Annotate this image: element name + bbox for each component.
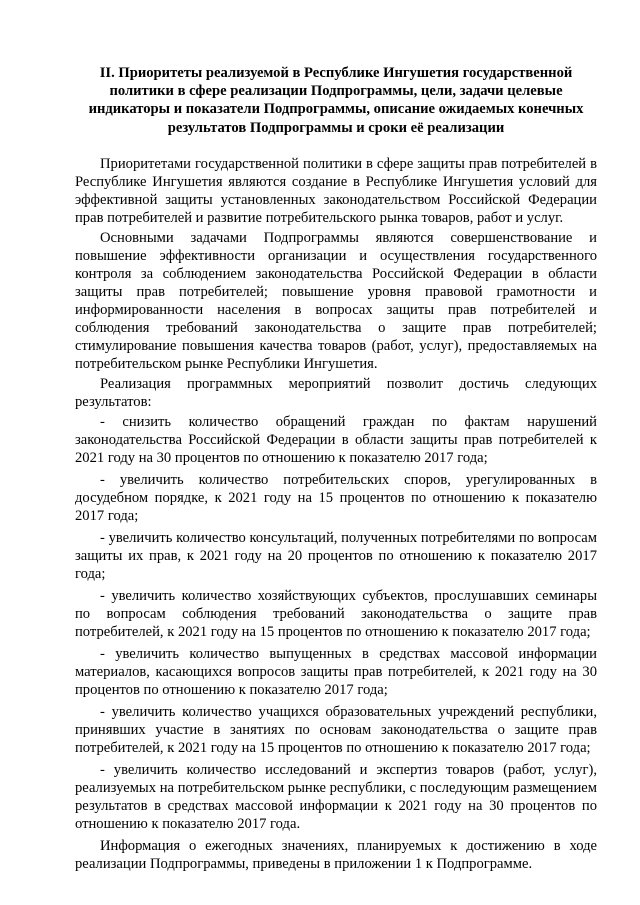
heading-line: политики в сфере реализации Подпрограммы, цели, задачи целевые — [109, 83, 563, 100]
heading-line: результатов Подпрограммы и сроки её реализации — [167, 119, 505, 136]
heading-line: II. Приоритеты реализуемой в Республике Ингушетия государственной — [99, 65, 573, 81]
list-item: - снизить количество обращений граждан по фактам нарушений законодательства Российской Федерации в области защиты прав потребителей к 2021 году на 30 процентов по отношению к показателю 2017 года; — [75, 413, 597, 466]
list-item: - увеличить количество учащихся образовательных учреждений республики, принявших участие в занятиях по основам законодательства о защите прав потребителей, к 2021 году на 15 процентов по отношению к показателю 2017 года; — [75, 703, 597, 756]
section-heading — [75, 64, 597, 137]
list-item: - увеличить количество исследований и экспертиз товаров (работ, услуг), реализуемых на потребительском рынке республики, с последующим размещением результатов в средствах массовой информации к 2021 году на 30 процентов по отношению к показателю 2017 года. — [75, 761, 597, 832]
results-intro-paragraph: Реализация программных мероприятий позволит достичь следующих результатов: — [75, 375, 597, 410]
list-item: - увеличить количество выпущенных в средствах массовой информации материалов, касающихся вопросов защиты прав потребителей, к 2021 году на 30 процентов по отношению к показателю 2017 года; — [75, 645, 597, 698]
list-item: - увеличить количество хозяйствующих субъектов, прослушавших семинары по вопросам соблюдения требований законодательства о защите прав потребителей, к 2021 году на 15 процентов по отношению к показателю 2017 года; — [75, 587, 597, 640]
document-page — [75, 64, 597, 875]
heading-line: индикаторы и показатели Подпрограммы, описание ожидаемых конечных — [88, 101, 584, 118]
list-item: - увеличить количество потребительских споров, урегулированных в досудебном порядке, к 2021 году на 15 процентов по отношению к показателю 2017 года; — [75, 471, 597, 524]
list-item: - увеличить количество консультаций, полученных потребителями по вопросам защиты их прав, к 2021 году на 20 процентов по отношению к показателю 2017 года; — [75, 529, 597, 582]
priorities-paragraph: Приоритетами государственной политики в сфере защиты прав потребителей в Республике Ингушетия являются создание в Республике Ингушетия условий для эффективной защиты установленных законодательством Российской Федерации прав потребителей и развитие потребительского рынка товаров, работ и услуг. — [75, 155, 597, 226]
tasks-paragraph: Основными задачами Подпрограммы являются совершенствование и повышение эффективности организации и осуществления государственного контроля за соблюдением законодательства Российской Федерации в области защиты прав потребителей; повышение уровня правовой грамотности и информированности населения в вопросах защиты прав потребителей и соблюдения требований законодательства о защите прав потребителей; стимулирование повышения качества товаров (работ, услуг), предоставляемых на потребительском рынке Республики Ингушетия. — [75, 229, 597, 372]
results-list — [75, 413, 597, 833]
final-paragraph: Информация о ежегодных значениях, планируемых к достижению в ходе реализации Подпрограммы, приведены в приложении 1 к Подпрограмме. — [75, 837, 597, 872]
